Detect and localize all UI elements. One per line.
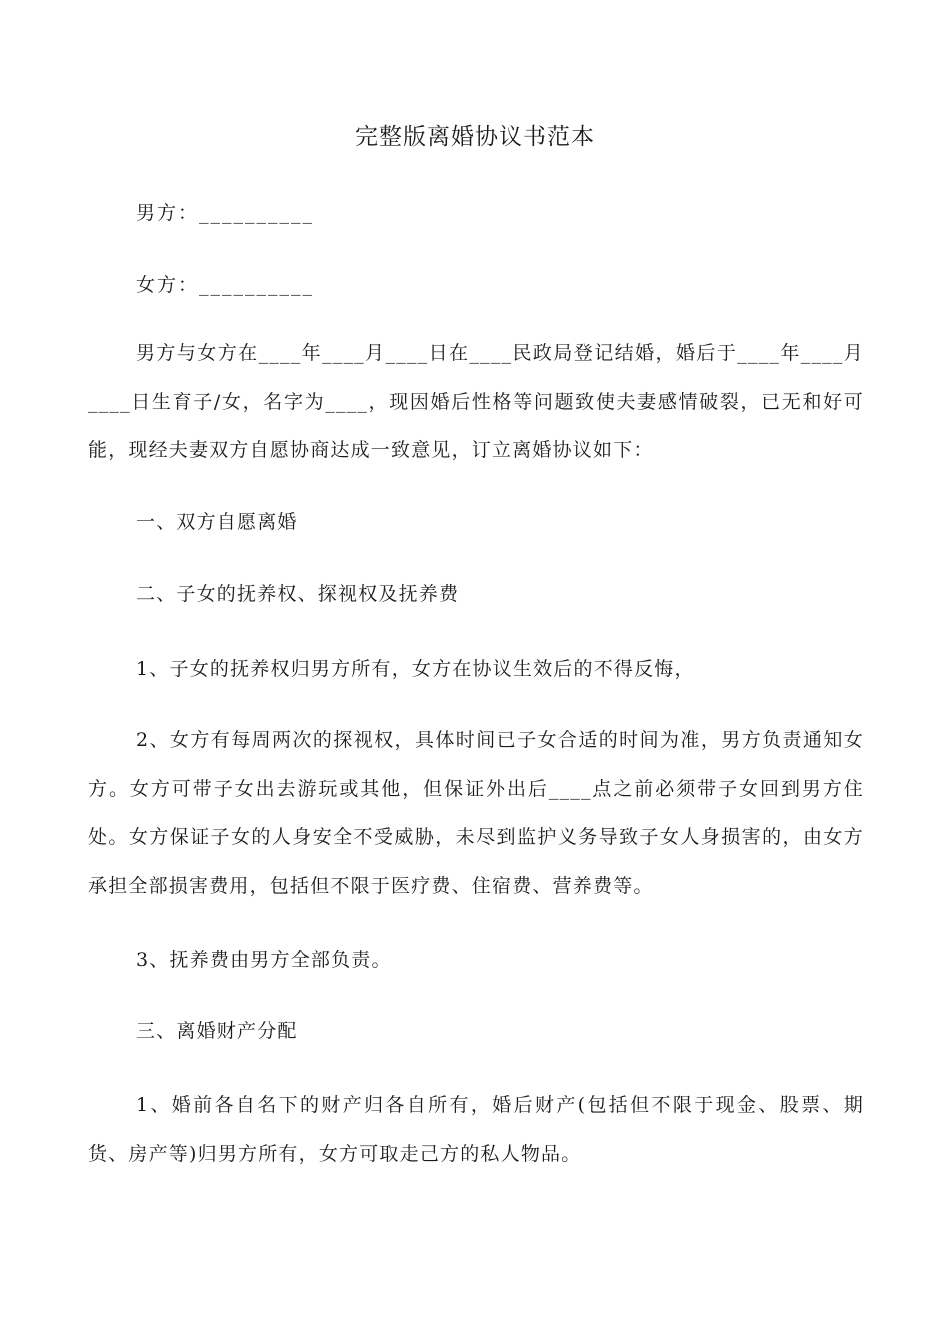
custody-clause: 1、子女的抚养权归男方所有，女方在协议生效后的不得反悔， [136, 658, 695, 680]
document-title: 完整版离婚协议书范本 [355, 124, 595, 150]
property-clause: 1、婚前各自名下的财产归各自所有，婚后财产(包括但不限于现金、股票、期货、房产等)归男方所有，女方可取走己方的私人物品。 [88, 1094, 864, 1165]
section-heading-children: 二、子女的抚养权、探视权及抚养费 [136, 583, 460, 605]
section-heading-divorce: 一、双方自愿离婚 [136, 511, 298, 533]
section-heading-property: 三、离婚财产分配 [136, 1020, 298, 1042]
female-party-field: 女方：__________ [136, 274, 315, 296]
support-clause: 3、抚养费由男方全部负责。 [136, 949, 392, 971]
visitation-clause: 2、女方有每周两次的探视权，具体时间已子女合适的时间为准，男方负责通知女方。女方可带子女出去游玩或其他，但保证外出后____点之前必须带子女回到男方住处。女方保证子女的人身安全不受威胁，未尽到监护义务导致子女人身损害的，由女方承担全部损害费用，包括但不限于医疗费、住宿费、营养费等。 [88, 729, 864, 897]
male-party-field: 男方：__________ [136, 202, 315, 224]
intro-paragraph: 男方与女方在____年____月____日在____民政局登记结婚，婚后于____年____月____日生育子/女，名字为____，现因婚后性格等问题致使夫妻感情破裂，已无和好可能，现经夫妻双方自愿协商达成一致意见，订立离婚协议如下： [88, 342, 864, 461]
